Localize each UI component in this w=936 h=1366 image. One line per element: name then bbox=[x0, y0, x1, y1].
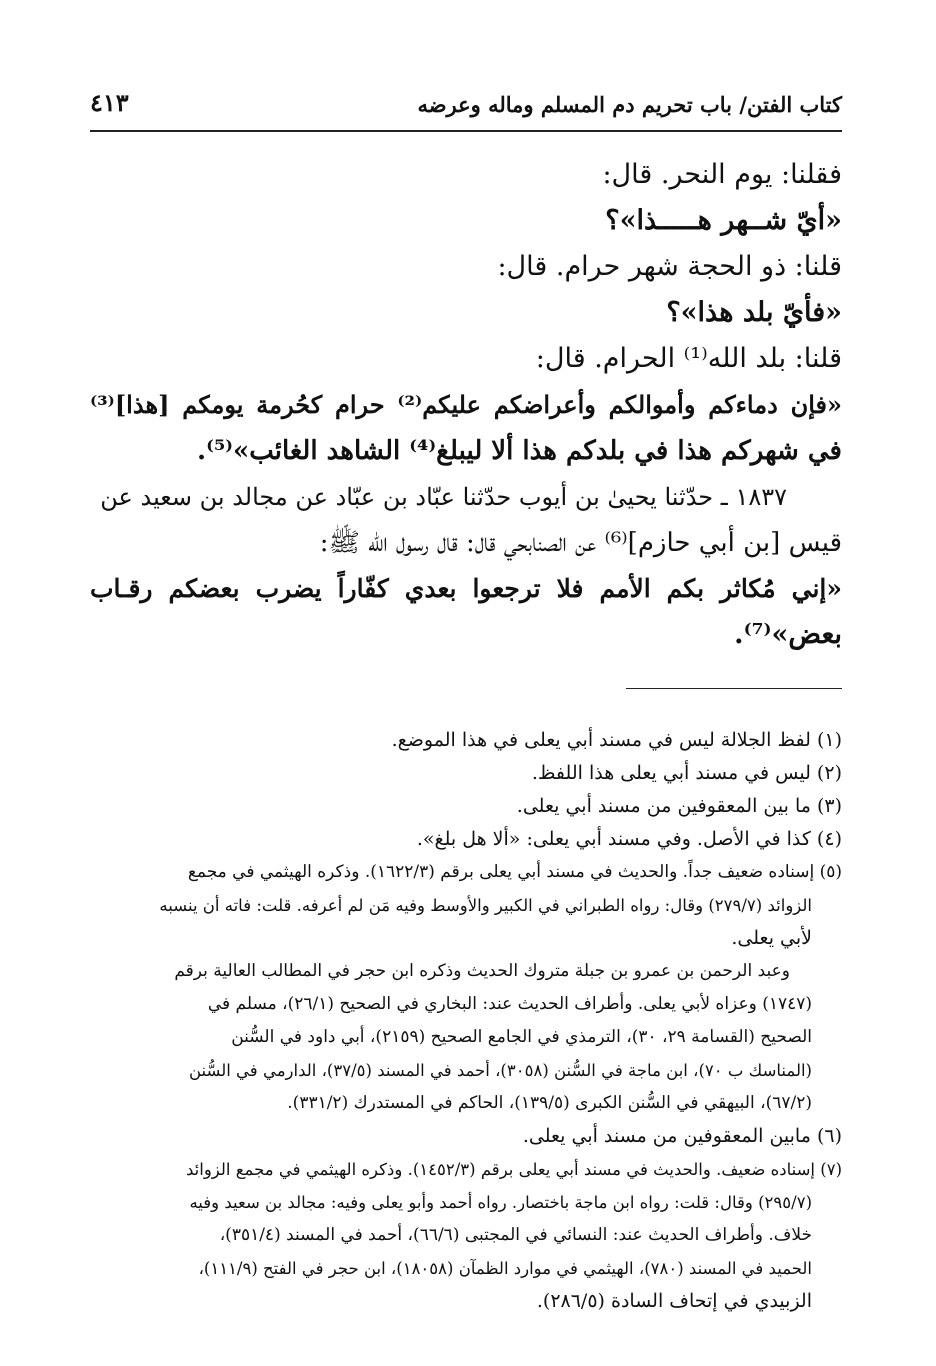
text-line: قلنا: بلد الله⁽¹⁾ الحرام. قال: bbox=[535, 343, 842, 374]
footnote-5-cont: وعبد الرحمن بن عمرو بن جبلة متروك الحديث وذكره ابن حجر في المطالب العالية برقم bbox=[174, 961, 790, 981]
footnote-7-cont: خلاف. وأطراف الحديث عند: النسائي في المجتبى (٦٦/٦)، أحمد في المسند (٣٥١/٤)، bbox=[219, 1225, 812, 1245]
hadith-number-line: ١٨٣٧ ـ حدّثنا يحيىٰ بن أيوب حدّثنا عبّاد بن عبّاد عن مجالد بن سعيد عن bbox=[100, 483, 787, 511]
hadith-quote-line: «فإن دماءكم وأموالكم وأعراضكم عليكم⁽²⁾ حرام كحُرمة يومكم [هذا]⁽³⁾ bbox=[90, 390, 842, 419]
footnote-1: (١) لفظ الجلالة ليس في مسند أبي يعلى في هذا الموضع. bbox=[391, 729, 842, 751]
page-number: ٤١٣ bbox=[90, 88, 129, 117]
footnote-7-cont: الحميد في المسند (٧٨٠)، الهيثمي في موارد الظمآن (١٨٠٥٨)، ابن حجر في الفتح (١١١/٩)، bbox=[198, 1259, 812, 1278]
footnote-5-cont: الصحيح (القسامة ٢٩، ٣٠)، الترمذي في الجامع الصحيح (٢١٥٩)، أبي داود في السُّنن bbox=[231, 1027, 812, 1047]
hadith-quote-line: في شهركم هذا في بلدكم هذا ألا ليبلغ⁽⁴⁾ الشاهد الغائب»⁽⁵⁾. bbox=[197, 436, 842, 466]
hadith-quote-line: «إني مُكاثر بكم الأمم فلا ترجعوا بعدي كفّاراً يضرب بعضكم رقـاب bbox=[90, 574, 842, 603]
footnote-5-cont: (٦٧/٢)، البيهقي في السُّنن الكبرى (١٣٩/٥)، الحاكم في المستدرك (٣٣١/٢). bbox=[287, 1093, 812, 1113]
footnote-7-cont: (٢٩٥/٧) وقال: قلت: رواه ابن ماجة باختصار. رواه أحمد وأبو يعلى وفيه: مجالد بن سعيد وفيه bbox=[189, 1193, 812, 1212]
isnad-line: قيس [بن أبي حازم]⁽⁶⁾ عن الصنابحي قال: قال رسول الله ﷺ: bbox=[319, 528, 842, 558]
footnote-2: (٢) ليس في مسند أبي يعلى هذا اللفظ. bbox=[531, 762, 842, 784]
footnote-4: (٤) كذا في الأصل. وفي مسند أبي يعلى: «ألا هل بلغ». bbox=[416, 828, 842, 850]
main-text bbox=[90, 152, 842, 658]
footnote-divider bbox=[626, 688, 842, 689]
footnote-5-cont: الزوائد (٢٧٩/٧) وقال: رواه الطبراني في الكبير والأوسط وفيه مَن لم أعرفه. قلت: فاته أن ينسبه bbox=[159, 896, 812, 915]
footnote-5: (٥) إسناده ضعيف جداً. والحديث في مسند أبي يعلى برقم (١٦٢٢/٣). وذكره الهيثمي في مجمع bbox=[187, 862, 842, 882]
footnotes bbox=[90, 724, 842, 1318]
hadith-quote-line: «فأيّ بلد هذا»؟ bbox=[666, 297, 842, 328]
footnote-5-cont: (١٧٤٧) وعزاه لأبي يعلى. وأطراف الحديث عند: البخاري في الصحيح (٢٦/١)، مسلم في bbox=[207, 994, 812, 1014]
footnote-5-cont: (المناسك ب ٧٠)، ابن ماجة في السُّنن (٣٠٥٨)، أحمد في المسند (٣٧/٥)، الدارمي في السُّنن bbox=[188, 1061, 812, 1080]
header-rule bbox=[90, 130, 842, 132]
running-header bbox=[90, 88, 842, 124]
footnote-6: (٦) مابين المعقوفين من مسند أبي يعلى. bbox=[522, 1125, 842, 1147]
chapter-title: كتاب الفتن/ باب تحريم دم المسلم وماله وعرضه bbox=[417, 92, 842, 117]
footnote-7: (٧) إسناده ضعيف. والحديث في مسند أبي يعلى برقم (١٤٥٢/٣). وذكره الهيثمي في مجمع الزوائد bbox=[186, 1160, 842, 1179]
footnote-3: (٣) ما بين المعقوفين من مسند أبي يعلى. bbox=[516, 795, 842, 817]
footnote-7-cont: الزبيدي في إتحاف السادة (٢٨٦/٥). bbox=[536, 1290, 812, 1312]
footnote-5-cont: لأبي يعلى. bbox=[731, 927, 812, 949]
text-line: قلنا: ذو الحجة شهر حرام. قال: bbox=[497, 251, 842, 282]
hadith-quote-line: بعض»⁽⁷⁾. bbox=[734, 619, 842, 650]
hadith-quote-line: «أيّ شــهر هـــــذا»؟ bbox=[605, 205, 842, 236]
text-line: فقلنا: يوم النحر. قال: bbox=[602, 159, 842, 190]
